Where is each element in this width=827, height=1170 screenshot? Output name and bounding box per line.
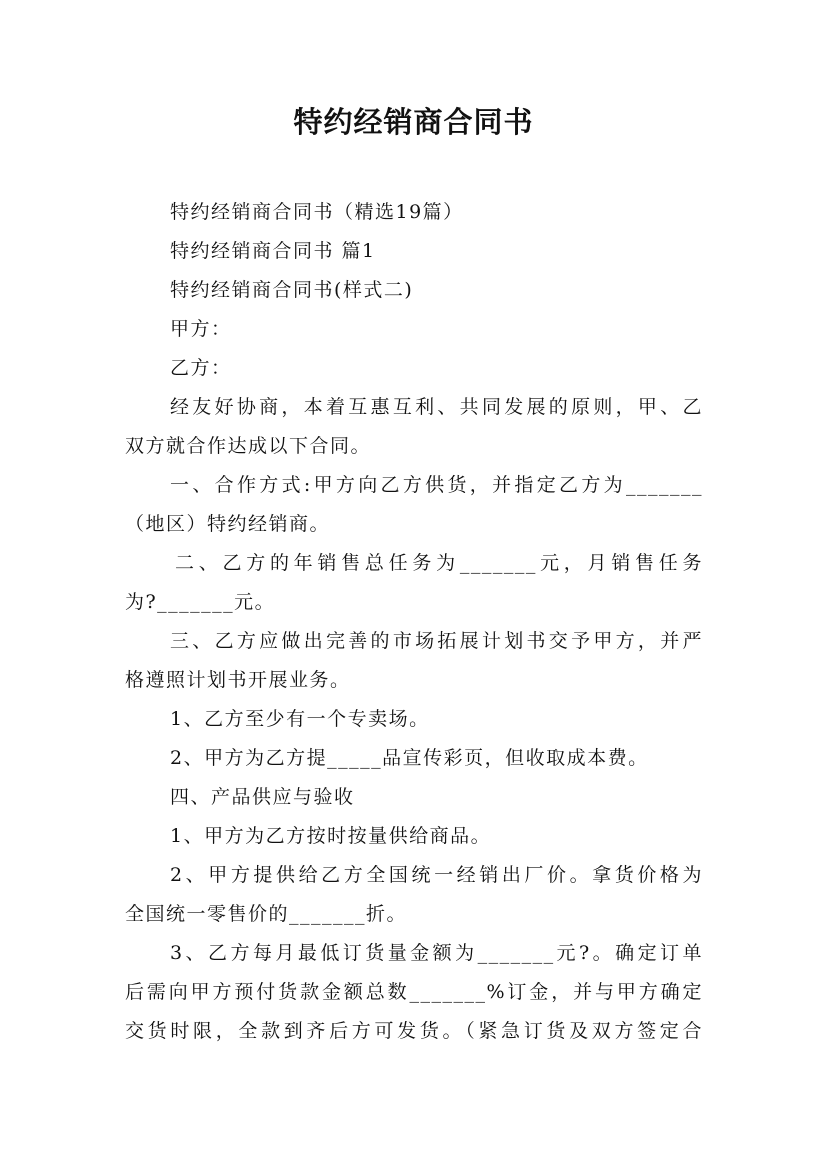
- paragraph-line: （地区）特约经销商。: [125, 513, 331, 535]
- paragraph-line: 为?_______元。: [125, 591, 276, 613]
- paragraph-line: 2、甲方提供给乙方全国统一经销出厂价。拿货价格为: [170, 864, 703, 886]
- paragraph-line: 经友好协商，本着互惠互利、共同发展的原则，甲、乙: [170, 396, 703, 418]
- paragraph-line: 1、乙方至少有一个专卖场。: [170, 708, 430, 730]
- paragraph-line: 甲方：: [170, 318, 232, 340]
- paragraph-line: 2、甲方为乙方提_____品宣传彩页，但收取成本费。: [170, 747, 649, 769]
- paragraph-line: 三、乙方应做出完善的市场拓展计划书交予甲方，并严: [170, 630, 703, 652]
- paragraph-line: 特约经销商合同书（精选19篇）: [170, 201, 464, 223]
- paragraph-line: 特约经销商合同书(样式二): [170, 279, 414, 301]
- document-title: 特约经销商合同书: [293, 105, 534, 139]
- paragraph-line: 1、甲方为乙方按时按量供给商品。: [170, 825, 492, 847]
- paragraph-line: 后需向甲方预付货款金额总数_______%订金，并与甲方确定: [125, 981, 703, 1003]
- paragraph-line: 全国统一零售价的_______折。: [125, 903, 408, 925]
- paragraph-line: 格遵照计划书开展业务。: [125, 669, 351, 691]
- paragraph-line: 一、合作方式:甲方向乙方供货，并指定乙方为_______: [170, 474, 703, 496]
- paragraph-line: 3、乙方每月最低订货量金额为_______元?。确定订单: [170, 942, 703, 964]
- paragraph-line: 交货时限，全款到齐后方可发货。（紧急订货及双方签定合: [125, 1020, 703, 1042]
- paragraph-line: 乙方：: [170, 357, 232, 379]
- paragraph-line: 四、产品供应与验收: [170, 786, 355, 808]
- paragraph-line: 双方就合作达成以下合同。: [125, 435, 372, 457]
- paragraph-line: 特约经销商合同书 篇1: [170, 240, 376, 262]
- paragraph-line: 二、乙方的年销售总任务为_______元，月销售任务: [175, 552, 703, 574]
